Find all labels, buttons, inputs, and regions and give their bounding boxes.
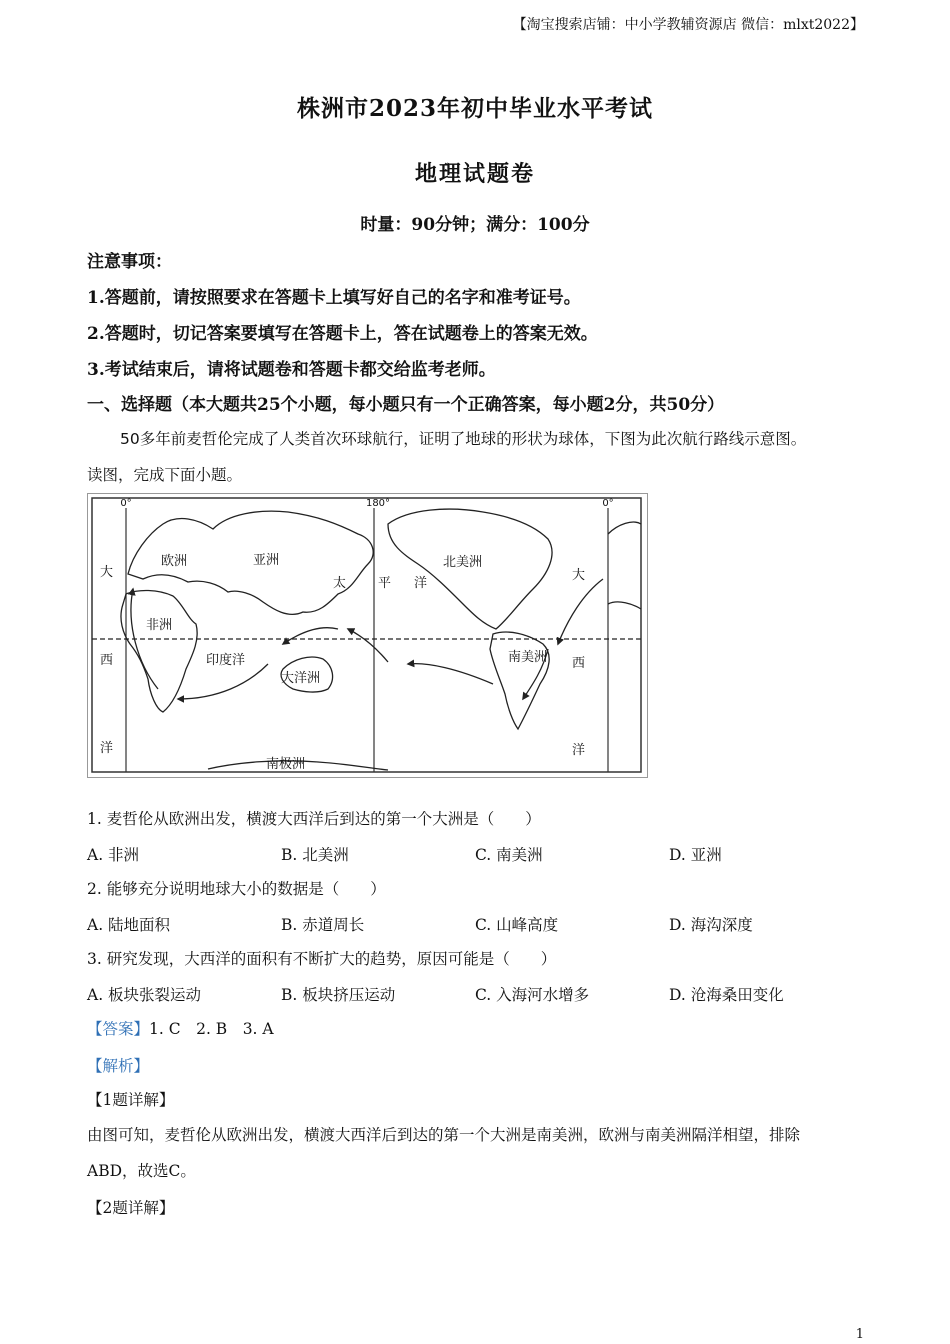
intro-line-1: 50多年前麦哲伦完成了人类首次环球航行，证明了地球的形状为球体，下图为此次航行路线示意图。 (120, 430, 807, 448)
label-atlantic-left-1: 大 (100, 565, 114, 580)
question-2-stem: 2. 能够充分说明地球大小的数据是（ ） (87, 880, 386, 898)
label-pacific-2: 平 (378, 576, 392, 591)
question-1-option-d: D. 亚洲 (669, 846, 722, 864)
magellan-route-map (87, 493, 648, 778)
detail-1-label: 【1题详解】 (87, 1091, 175, 1109)
detail-2-label: 【2题详解】 (87, 1199, 175, 1217)
answer-line (87, 1017, 274, 1039)
detail-1-line-1: 由图可知，麦哲伦从欧洲出发，横渡大西洋后到达的第一个大洲是南美洲，欧洲与南美洲隔洋相望，排除 (87, 1126, 801, 1144)
header-note: 【淘宝搜索店铺：中小学教辅资源店 微信：mlxt2022】 (512, 17, 864, 33)
label-antarctica: 南极洲 (266, 757, 306, 772)
label-atlantic-left-3: 洋 (100, 741, 114, 756)
lon-label-mid: 180° (365, 498, 391, 509)
question-2-option-c: C. 山峰高度 (475, 916, 559, 934)
route-atlantic-south (558, 579, 603, 644)
lon-label-right: 0° (602, 498, 614, 509)
notice-item-3: 3.考试结束后，请将试题卷和答题卡都交给监考老师。 (87, 360, 496, 380)
africa-outline (121, 590, 197, 712)
lon-label-left: 0° (120, 498, 132, 509)
label-atlantic-right-2: 西 (572, 656, 586, 671)
answer-label: 【答案】 (87, 1020, 150, 1038)
question-3-option-b: B. 板块挤压运动 (281, 986, 396, 1004)
notice-item-1: 1.答题前，请按照要求在答题卡上填写好自己的名字和准考证号。 (87, 288, 581, 308)
notice-heading: 注意事项： (87, 252, 172, 272)
section-heading: 一、选择题（本大题共25个小题，每小题只有一个正确答案，每小题2分，共50分） (87, 395, 725, 415)
answer-text: 1. C 2. B 3. A (149, 1020, 274, 1038)
page-number: 1 (855, 1327, 864, 1342)
route-philippines (283, 628, 338, 644)
label-pacific-3: 洋 (414, 576, 428, 591)
question-1-option-a: A. 非洲 (87, 846, 140, 864)
question-3-option-c: C. 入海河水增多 (475, 986, 590, 1004)
label-atlantic-left-2: 西 (100, 653, 114, 668)
question-1-stem: 1. 麦哲伦从欧洲出发，横渡大西洋后到达的第一个大洲是（ ） (87, 810, 541, 828)
europe-right-outline (608, 522, 641, 609)
question-1-option-b: B. 北美洲 (281, 846, 349, 864)
question-3-stem: 3. 研究发现，大西洋的面积有不断扩大的趋势，原因可能是（ ） (87, 950, 557, 968)
detail-1-line-2: ABD，故选C。 (87, 1162, 196, 1180)
exam-title: 株洲市2023年初中毕业水平考试 (296, 95, 653, 122)
question-2-option-b: B. 赤道周长 (281, 916, 365, 934)
time-score: 时量：90分钟；满分：100分 (360, 215, 590, 235)
south-america-outline (490, 632, 549, 729)
question-3-option-d: D. 沧海桑田变化 (669, 986, 784, 1004)
question-1-option-c: C. 南美洲 (475, 846, 543, 864)
label-south-america: 南美洲 (508, 650, 548, 665)
intro-line-2: 读图，完成下面小题。 (87, 466, 243, 484)
label-north-america: 北美洲 (443, 555, 483, 570)
label-oceania: 大洋洲 (281, 671, 321, 686)
exam-subtitle: 地理试题卷 (414, 161, 535, 187)
notice-item-2: 2.答题时，切记答案要填写在答题卡上，答在试题卷上的答案无效。 (87, 324, 598, 344)
label-indian-ocean: 印度洋 (206, 653, 246, 668)
route-indian-ocean (178, 664, 268, 699)
route-pacific-west (348, 629, 388, 662)
label-atlantic-right-3: 洋 (572, 743, 586, 758)
label-asia: 亚洲 (253, 553, 280, 568)
route-pacific-crossing (408, 664, 493, 684)
label-africa: 非洲 (146, 618, 173, 633)
question-2-option-d: D. 海沟深度 (669, 916, 753, 934)
question-2-option-a: A. 陆地面积 (87, 916, 171, 934)
question-3-option-a: A. 板块张裂运动 (87, 986, 202, 1004)
label-atlantic-right-1: 大 (572, 568, 586, 583)
analysis-label: 【解析】 (87, 1057, 150, 1075)
label-europe: 欧洲 (161, 554, 188, 569)
label-pacific-1: 太 (333, 576, 347, 591)
